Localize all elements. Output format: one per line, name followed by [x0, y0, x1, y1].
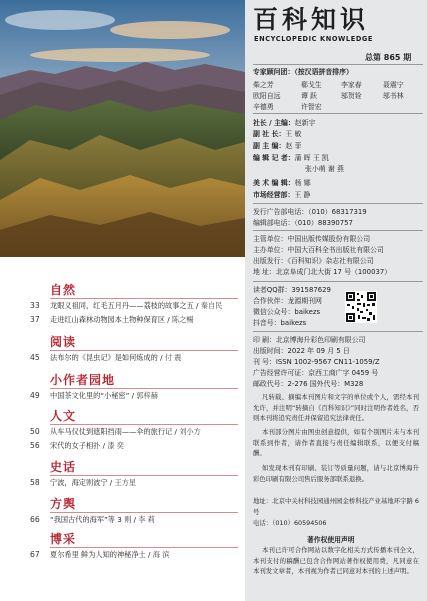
advisor-name: 辛德勇 [253, 103, 274, 111]
toc-item[interactable]: 45 法布尔的《昆虫记》是如何炼成的 / 付 震 [30, 353, 182, 362]
advisor-name: 谭 跃 [301, 92, 317, 100]
issue-number: 总第 865 期 [365, 53, 412, 62]
toc-item[interactable]: 56 宋代的女子相扑 / 漆 奕 [30, 441, 124, 450]
staff-row [305, 164, 344, 175]
org-line: 主办单位：中国大百科全书出版社有限公司 [253, 246, 384, 254]
image-credit-notice: 本刊部分图片由图虫创意提供，如有个别图片未与本刊联系到作者，请作者直接与责任编辑联系，以便支付稿酬。 [253, 428, 419, 458]
section-rule [50, 424, 238, 425]
section-title-reading: 阅读 [50, 335, 77, 349]
toc-item[interactable]: 49 中国茶文化里的“小秘密” / 郭梓赫 [30, 391, 158, 400]
staff-value: 赵新宇 [294, 119, 316, 127]
toc-author: 付 震 [164, 353, 182, 362]
toc-author: 漆 奕 [107, 441, 124, 450]
phone-line: 发行广告部电话：（010）68317319 [253, 208, 367, 216]
section-rule [50, 512, 238, 513]
toc-title: 从车马仪仗到遮阳挡雨——伞的旅行记 [50, 427, 173, 436]
toc-page: 58 [30, 478, 40, 487]
advisor-name: 柴之芳 [253, 81, 274, 89]
toc-page: 50 [30, 427, 40, 436]
toc-author: 郭梓赫 [136, 391, 158, 400]
staff-label: 编 辑 记 者： [253, 154, 295, 162]
copyright-statement-body: 本刊已许可合作网站以数字化相关方式传播本刊全文，本刊支付的稿酬已包含合作网站著作权使用费，凡同意在本刊发文章者，本刊视为作者已同意对本刊的上述声明。 [253, 546, 419, 576]
toc-title: 夏尔希里 鲜为人知的神秘净土 [50, 550, 146, 559]
logo-chinese: 百科知识 [253, 5, 370, 34]
org-line: 地 址：北京阜成门北大街 17 号（100037） [253, 268, 392, 276]
toc-page: 49 [30, 391, 40, 400]
toc-title: 宁波，海定则波宁 [50, 478, 108, 487]
divider [253, 64, 423, 65]
cover-landscape-photo [0, 0, 245, 257]
staff-value: 蒲 晖 王 凯 [294, 154, 329, 162]
toc-item[interactable]: 37 走进红山森林动物园本土物种保育区 / 陈之暢 [30, 315, 194, 324]
toc-author: 刘小方 [179, 427, 201, 436]
table-of-contents [0, 262, 245, 601]
phone-line: 编辑部电话：（010）88390757 [253, 219, 353, 227]
print-line: 邮政代号：2-276 国外代号：M328 [253, 380, 364, 388]
advisor-name: 邬书林 [383, 92, 404, 100]
social-line: 合作伙伴：龙源期刊网 [253, 297, 322, 305]
printer-address: 地址：北京中关村科技园通州园金桥科技产业基地环宇路 6 号 [253, 497, 419, 516]
toc-author: 秦自民 [200, 301, 223, 310]
staff-value: 张小萌 谢 燕 [305, 165, 344, 173]
section-title-miscellany: 博采 [50, 532, 77, 546]
section-rule [50, 298, 238, 299]
advisor-name: 许智宏 [301, 103, 322, 111]
staff-label: 副 社 长： [253, 130, 286, 138]
toc-title: 龙眼义祖同，红毛五月丹——荔枝的故事之五 [50, 301, 194, 310]
org-line: 主管单位：中国出版传媒股份有限公司 [253, 235, 371, 243]
masthead-panel [245, 0, 427, 601]
section-title-nature: 自然 [50, 283, 77, 297]
social-line: 抖音号：baikezs [253, 319, 307, 327]
staff-row [253, 141, 301, 152]
staff-label: 社长 / 主编： [253, 119, 295, 127]
divider [253, 113, 423, 114]
section-title-history: 史话 [50, 460, 77, 474]
logo-english: ENCYCLOPEDIC KNOWLEDGE [254, 35, 374, 43]
toc-item[interactable]: 67 夏尔希里 鲜为人知的神秘净土 / 海 滨 [30, 550, 170, 559]
staff-row [253, 129, 301, 140]
toc-item[interactable]: 33 龙眼义祖同，红毛五月丹——荔枝的故事之五 / 秦自民 [30, 301, 223, 310]
section-title-geography: 方舆 [50, 497, 77, 511]
staff-value: 赵 菲 [285, 142, 302, 150]
quality-notice: 如发现本刊有印刷、装订等质量问题，请与北京博海升彩色印刷有限公司售后服务部联系退换。 [253, 464, 419, 483]
print-line: 出版时间：2022 年 09 月 5 日 [253, 347, 350, 355]
toc-page: 33 [30, 301, 40, 310]
toc-author: 李 莉 [138, 515, 155, 524]
toc-title: “我国古代的海军”等 3 则 [50, 515, 132, 524]
staff-value: 杨 娜 [294, 179, 311, 187]
staff-value: 王 静 [294, 191, 311, 199]
advisor-name: 欧阳自远 [253, 92, 281, 100]
advisor-name: 聂震宁 [383, 81, 404, 89]
print-line: 广告经营许可证：京西工商广字 0459 号 [253, 369, 379, 377]
toc-page: 66 [30, 515, 40, 524]
staff-row [253, 153, 329, 164]
toc-author: 王方星 [114, 478, 137, 487]
advisor-name: 邬贺铨 [341, 92, 362, 100]
toc-title: 宋代的女子相扑 [50, 441, 101, 450]
advisor-name: 李家春 [341, 81, 362, 89]
qr-code-icon[interactable] [345, 291, 377, 323]
toc-page: 67 [30, 550, 40, 559]
advisory-heading: 专家顾问团：（按汉语拼音排序） [253, 68, 353, 76]
divider [253, 203, 423, 204]
divider [253, 281, 423, 282]
section-title-young-authors: 小作者园地 [50, 373, 116, 387]
social-line: 微信公众号：baikezs [253, 308, 321, 316]
magazine-logo [251, 6, 423, 44]
print-line: 印 刷：北京博海升彩色印刷有限公司 [253, 336, 366, 344]
divider [253, 331, 423, 332]
section-title-humanities: 人文 [50, 409, 77, 423]
staff-row [253, 178, 311, 189]
staff-label: 副 主 编： [253, 142, 286, 150]
toc-title: 走进红山森林动物园本土物种保育区 [50, 315, 166, 324]
staff-value: 王 敏 [285, 130, 302, 138]
divider [253, 230, 423, 231]
toc-item[interactable]: 50 从车马仪仗到遮阳挡雨——伞的旅行记 / 刘小方 [30, 427, 201, 436]
toc-item[interactable]: 58 宁波，海定则波宁 / 王方星 [30, 478, 137, 487]
copyright-statement-title: 著作权使用声明 [307, 536, 355, 544]
section-rule [50, 388, 238, 389]
toc-page: 45 [30, 353, 40, 362]
section-rule [50, 547, 238, 548]
toc-title: 法布尔的《昆虫记》是如何炼成的 [50, 353, 158, 362]
org-line: 出版发行：《百科知识》杂志社有限公司 [253, 257, 374, 265]
toc-author: 海 滨 [152, 550, 170, 559]
section-rule [50, 350, 238, 351]
staff-label: 市场经营部： [253, 191, 295, 199]
staff-row [253, 118, 315, 129]
reprint-notice: 凡转载、摘编本刊图片和文字的单位或个人，需经本刊允许，并注明“转摘自《百科知识》”同时注明作者姓名，否则本刊将追究责任并保留追究法律责任。 [253, 393, 419, 423]
toc-author: 陈之暢 [172, 315, 194, 324]
toc-title: 中国茶文化里的“小秘密” [50, 391, 130, 400]
section-rule [50, 475, 238, 476]
staff-label: 美 术 编 辑： [253, 179, 295, 187]
printer-phone: 电话：（010）60594506 [253, 519, 327, 527]
print-line: 刊 号：ISSN 1002-9567 CN11-1059/Z [253, 358, 380, 366]
social-line: 读者QQ群：391587629 [253, 286, 331, 294]
toc-page: 37 [30, 315, 40, 324]
toc-page: 56 [30, 441, 40, 450]
toc-item[interactable]: 66 “我国古代的海军”等 3 则 / 李 莉 [30, 515, 155, 524]
staff-row [253, 190, 310, 201]
advisor-name: 郗戈生 [301, 81, 322, 89]
